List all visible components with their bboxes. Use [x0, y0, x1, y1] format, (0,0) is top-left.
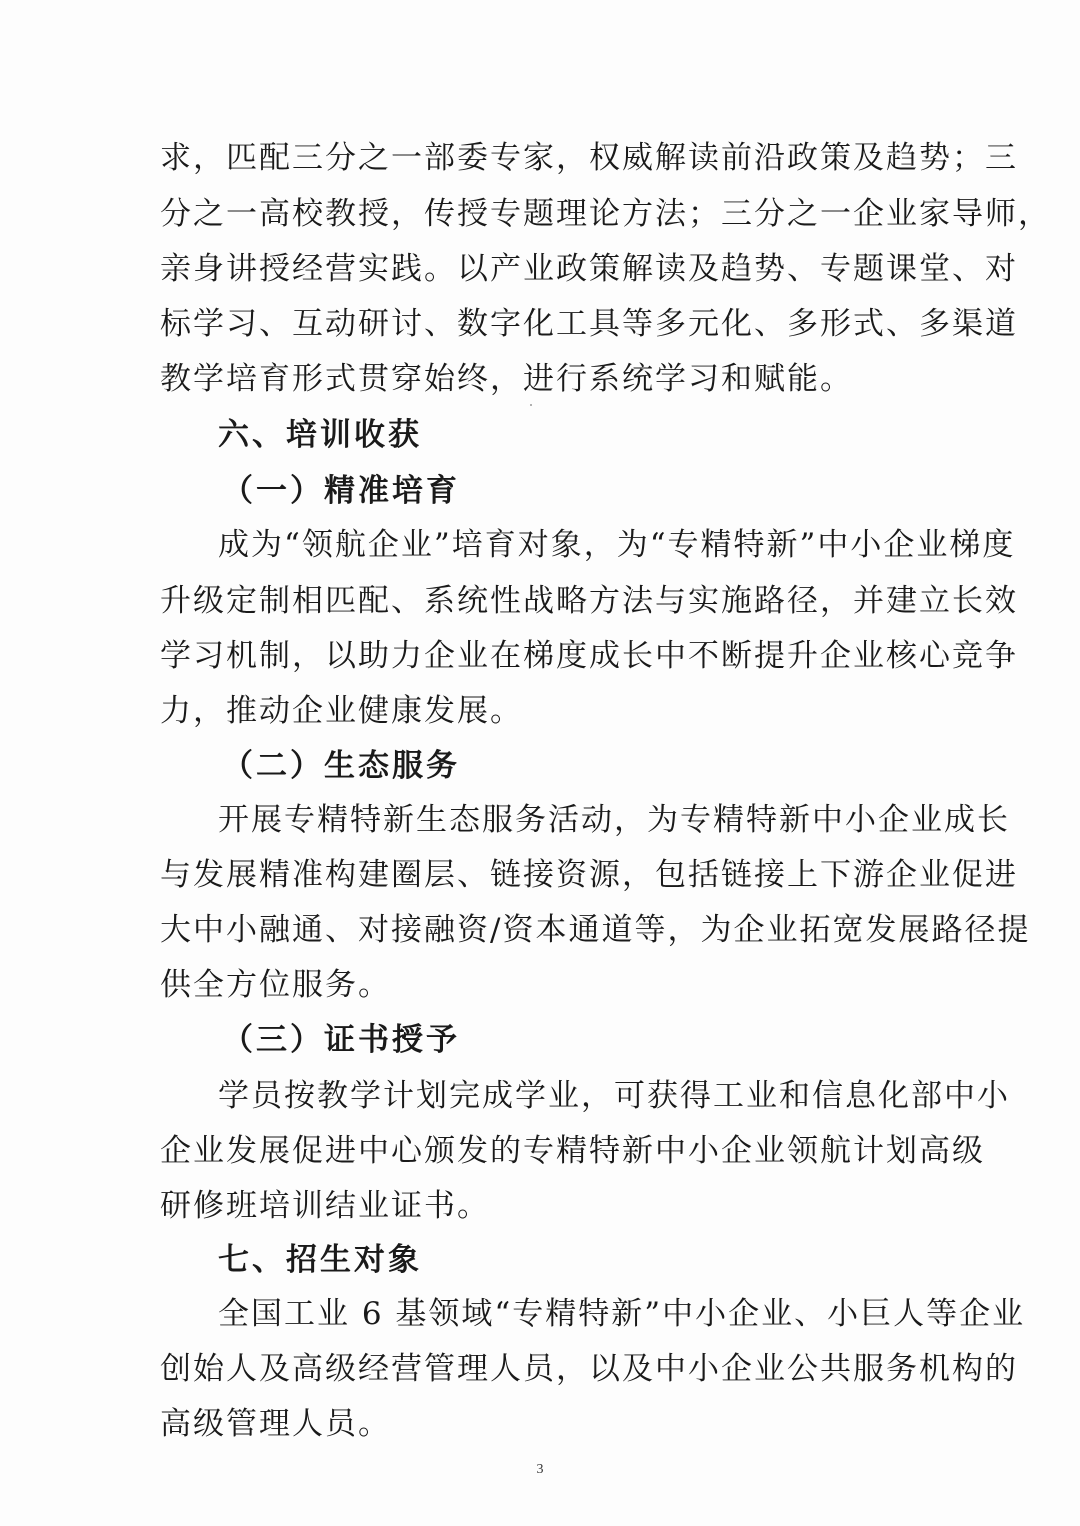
- page-number: 3: [536, 1462, 544, 1477]
- intro-line-5: 教学培育形式贯穿始终，进行系统学习和赋能。: [160, 361, 853, 397]
- sub3-line-1: 学员按教学计划完成学业，可获得工业和信息化部中小: [218, 1078, 1010, 1114]
- section-6-sub1-heading: （一）精准培育: [222, 473, 460, 509]
- sub2-line-2: 与发展精准构建圈层、链接资源，包括链接上下游企业促进: [160, 857, 1018, 893]
- section-6-sub3-heading: （三）证书授予: [222, 1022, 460, 1058]
- intro-line-2: 分之一高校教授，传授专题理论方法；三分之一企业家导师，: [160, 196, 1051, 232]
- section-7-line-1: 全国工业 6 基领域“专精特新”中小企业、小巨人等企业: [218, 1296, 1026, 1332]
- intro-line-4: 标学习、互动研讨、数字化工具等多元化、多形式、多渠道: [160, 306, 1018, 342]
- scan-speck: [530, 404, 532, 406]
- section-6-sub2-heading: （二）生态服务: [222, 748, 460, 784]
- intro-line-1: 求，匹配三分之一部委专家，权威解读前沿政策及趋势；三: [160, 140, 1018, 176]
- section-7-heading: 七、招生对象: [218, 1242, 422, 1278]
- sub3-line-2: 企业发展促进中心颁发的专精特新中小企业领航计划高级: [160, 1133, 985, 1169]
- section-6-heading: 六、培训收获: [218, 417, 422, 453]
- section-7-line-2: 创始人及高级经营管理人员，以及中小企业公共服务机构的: [160, 1351, 1018, 1387]
- sub1-line-3: 学习机制，以助力企业在梯度成长中不断提升企业核心竞争: [160, 638, 1018, 674]
- sub1-line-4: 力，推动企业健康发展。: [160, 693, 523, 729]
- sub1-line-1: 成为“领航企业”培育对象，为“专精特新”中小企业梯度: [218, 527, 1016, 563]
- section-7-line-3: 高级管理人员。: [160, 1406, 391, 1442]
- sub2-line-4: 供全方位服务。: [160, 967, 391, 1003]
- sub3-line-3: 研修班培训结业证书。: [160, 1188, 490, 1224]
- sub1-line-2: 升级定制相匹配、系统性战略方法与实施路径，并建立长效: [160, 583, 1018, 619]
- intro-line-3: 亲身讲授经营实践。以产业政策解读及趋势、专题课堂、对: [160, 251, 1018, 287]
- sub2-line-1: 开展专精特新生态服务活动，为专精特新中小企业成长: [218, 802, 1010, 838]
- sub2-line-3: 大中小融通、对接融资/资本通道等，为企业拓宽发展路径提: [160, 912, 1031, 948]
